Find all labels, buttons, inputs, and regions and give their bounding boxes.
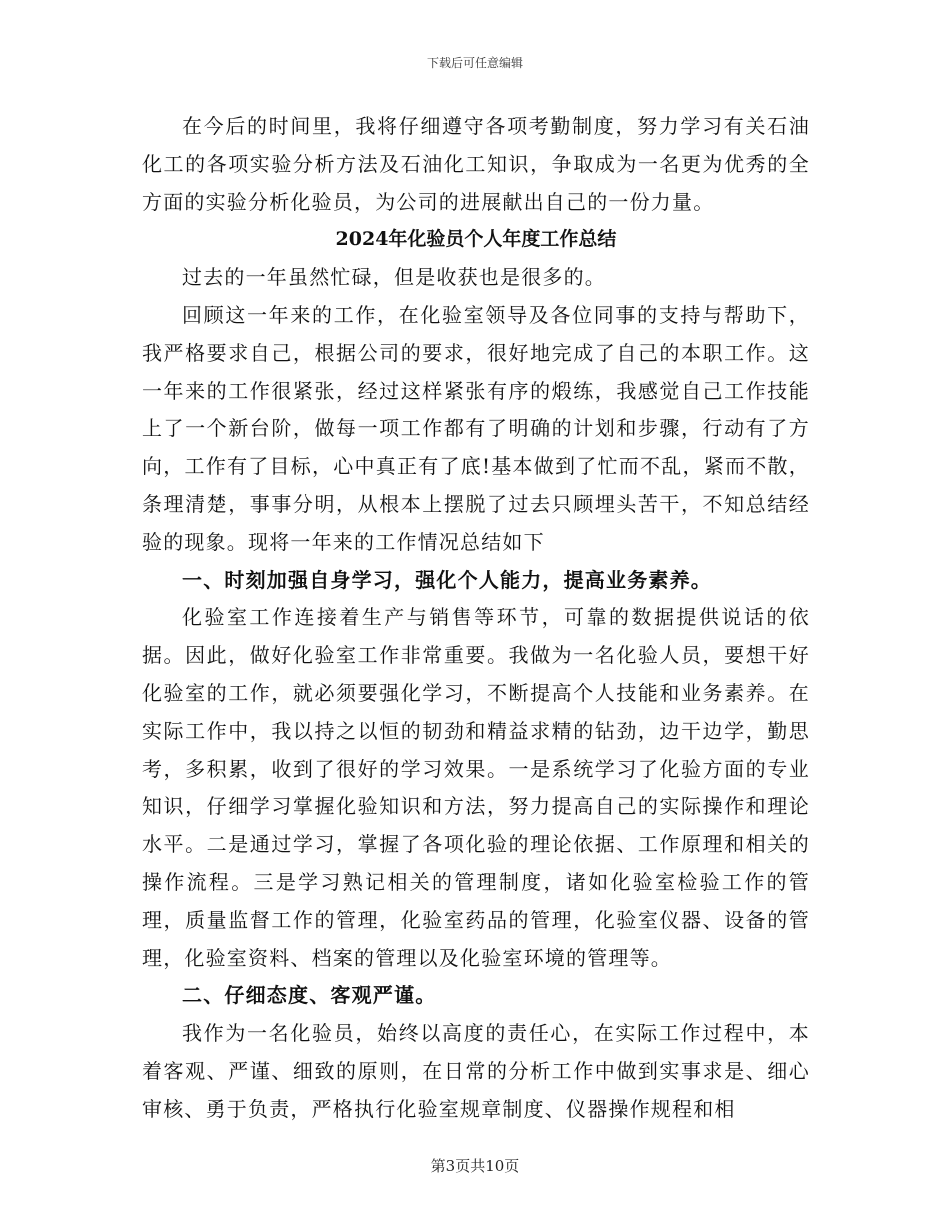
document-title: 2024年化验员个人年度工作总结 [335,228,617,251]
paragraph-2: 回顾这一年来的工作，在化验室领导及各位同事的支持与帮助下，我严格要求自己，根据公司的要求，很好地完成了自己的本职工作。这一年来的工作很紧张，经过这样紧张有序的煅练，我感觉自己工作技能上了一个新台阶，做每一项工作都有了明确的计划和步骤，行动有了方向，工作有了目标，心中真正有了底!基本做到了忙而不乱，紧而不散，条理清楚，事事分明，从根本上摆脱了过去只顾埋头苦干，不知总结经验的现象。现将一年来的工作情况总结如下 [142,302,810,554]
intro-paragraph: 在今后的时间里，我将仔细遵守各项考勤制度，努力学习有关石油化工的各项实验分析方法及石油化工知识，争取成为一名更为优秀的全方面的实验分析化验员，为公司的进展献出自己的一份力量。 [142,114,810,214]
paragraph-1: 过去的一年虽然忙碌，但是收获也是很多的。 [182,265,606,290]
page-footer: 第3页共10页 [430,1157,520,1175]
section-heading-2: 二、仔细态度、客观严谨。 [182,983,437,1008]
section-heading-1: 一、时刻加强自身学习，强化个人能力，提高业务素养。 [182,567,712,592]
page-header: 下载后可任意编辑 [426,56,523,70]
document-body [142,108,810,1129]
paragraph-3: 化验室工作连接着生产与销售等环节，可靠的数据提供说话的依据。因此，做好化验室工作非常重要。我做为一名化验人员，要想干好化验室的工作，就必须要强化学习，不断提高个人技能和业务素养。在实际工作中，我以持之以恒的韧劲和精益求精的钻劲，边干边学，勤思考，多积累，收到了很好的学习效果。一是系统学习了化验方面的专业知识，仔细学习掌握化验知识和方法，努力提高自己的实际操作和理论水平。二是通过学习，掌握了各项化验的理论依据、工作原理和相关的操作流程。三是学习熟记相关的管理制度，诸如化验室检验工作的管理，质量监督工作的管理，化验室药品的管理，化验室仪器、设备的管理，化验室资料、档案的管理以及化验室环境的管理等。 [142,605,810,970]
paragraph-4: 我作为一名化验员，始终以高度的责任心，在实际工作过程中，本着客观、严谨、细致的原则，在日常的分析工作中做到实事求是、细心审核、勇于负责，严格执行化验室规章制度、仪器操作规程和相 [142,1021,810,1121]
